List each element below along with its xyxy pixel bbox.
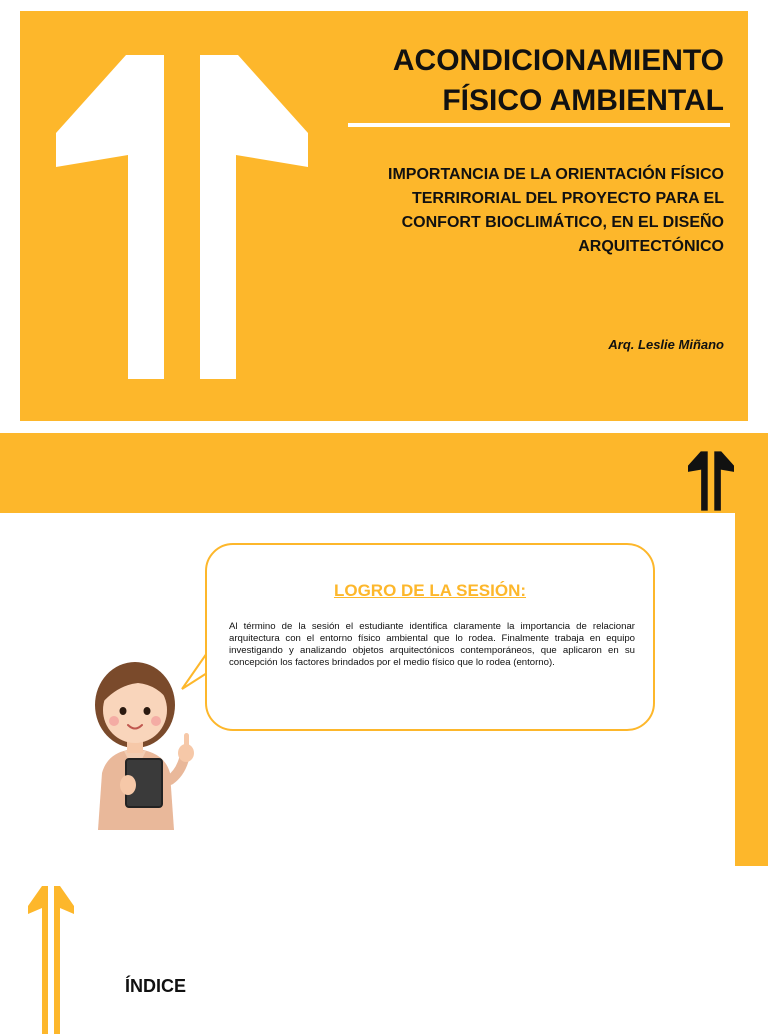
double-arrow-logo-icon [688, 451, 734, 511]
header-band [0, 433, 768, 513]
author-name: Arq. Leslie Miñano [608, 337, 724, 352]
slide-title [344, 41, 724, 121]
subtitle-line: ARQUITECTÓNICO [578, 238, 724, 255]
slide-title-line2: FÍSICO AMBIENTAL [442, 84, 724, 117]
subtitle-line: IMPORTANCIA DE LA ORIENTACIÓN FÍSICO [388, 166, 724, 183]
double-arrow-logo-icon [56, 55, 308, 379]
logro-title: LOGRO DE LA SESIÓN: [333, 581, 527, 600]
title-slide [20, 11, 748, 421]
logro-slide [0, 433, 768, 866]
slide-title-line1: ACONDICIONAMIENTO [392, 44, 724, 77]
indice-heading: ÍNDICE [125, 976, 187, 996]
side-band [735, 513, 768, 866]
double-arrow-logo-icon [28, 886, 74, 1034]
slide-subtitle [344, 163, 724, 259]
subtitle-line: TERRIRORIAL DEL PROYECTO PARA EL [411, 190, 724, 207]
subtitle-line: CONFORT BIOCLIMÁTICO, EN EL DISEÑO [401, 214, 724, 231]
title-divider [348, 123, 730, 127]
indice-slide [0, 876, 768, 1024]
speech-bubble [205, 543, 655, 731]
logro-text: Al término de la sesión el estudiante identifica claramente la importancia de relacionar arquitectura con el entorno físico ambiental que lo rodea. Finalmente trabaja en equipo investigando y analizando objetos arquitectónicos contemporáneos, que aplicaron en su concepción los factores brindados por el medio físico que lo rodea (entorno). [229, 621, 635, 668]
woman-with-tablet-illustration [88, 655, 213, 830]
